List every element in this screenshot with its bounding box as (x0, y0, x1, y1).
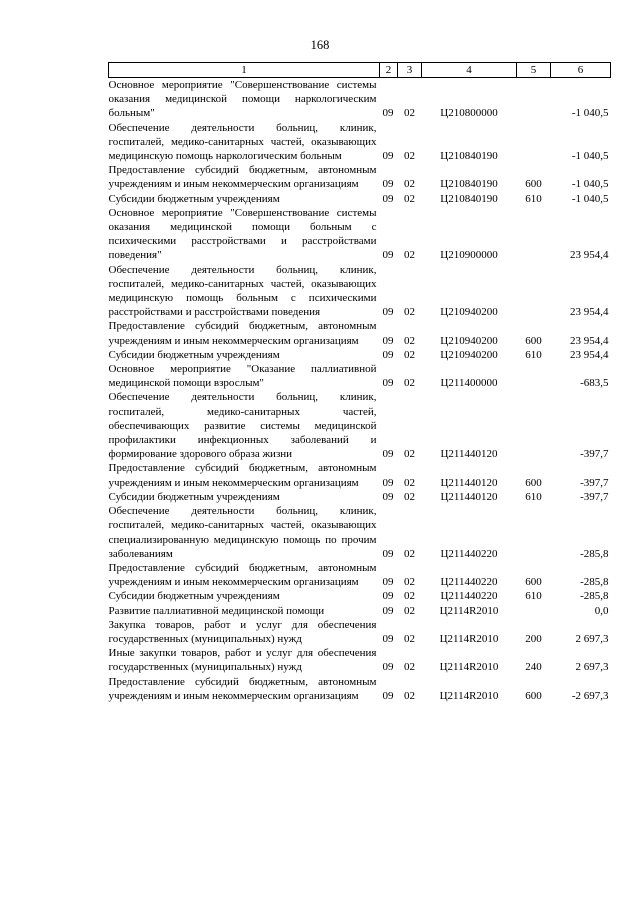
row-section: 09 (382, 661, 394, 674)
row-section: 09 (382, 604, 394, 617)
row-amount: -397,7 (580, 490, 609, 503)
page-number: 168 (310, 38, 330, 52)
table-row (109, 390, 611, 461)
table-row (109, 604, 611, 618)
row-amount: 23 954,4 (570, 306, 609, 319)
row-amount: -397,7 (580, 476, 609, 489)
row-name: Иные закупки товаров, работ и услуг для обеспечения государственных (муниципальных) нужд (108, 647, 377, 674)
header-col-2: 2 (380, 63, 398, 78)
row-expense-type (517, 263, 551, 320)
row-amount: 23 954,4 (570, 249, 609, 262)
row-target-code: Ц210800000 (440, 107, 498, 120)
row-subsection: 02 (404, 604, 415, 617)
row-expense-type: 610 (525, 490, 542, 503)
row-subsection: 02 (404, 334, 415, 347)
row-section: 09 (382, 632, 394, 645)
row-target-code: Ц2114R2010 (439, 632, 499, 645)
row-expense-type: 600 (525, 476, 542, 489)
row-target-code: Ц210940200 (440, 348, 498, 361)
row-name: Субсидии бюджетным учреждениям (108, 490, 280, 503)
row-subsection: 02 (404, 490, 415, 503)
row-target-code: Ц211440220 (440, 590, 498, 603)
header-col-4: 4 (422, 63, 517, 78)
row-expense-type (517, 604, 551, 618)
row-amount: -285,8 (580, 576, 609, 589)
row-target-code: Ц211440220 (440, 547, 498, 560)
row-target-code: Ц211440120 (440, 490, 498, 503)
row-amount: 2 697,3 (575, 632, 609, 645)
row-subsection: 02 (404, 590, 415, 603)
row-section: 09 (382, 306, 394, 319)
row-section: 09 (382, 490, 394, 503)
row-expense-type: 610 (525, 590, 542, 603)
row-amount: -285,8 (580, 547, 609, 560)
row-subsection: 02 (404, 348, 415, 361)
row-expense-type (517, 206, 551, 263)
row-subsection: 02 (404, 476, 415, 489)
table-row (109, 618, 611, 646)
row-expense-type: 600 (525, 576, 542, 589)
row-section: 09 (382, 107, 394, 120)
row-subsection: 02 (404, 661, 415, 674)
row-amount: -1 040,5 (571, 178, 609, 191)
row-section: 09 (382, 192, 394, 205)
row-section: 09 (382, 590, 394, 603)
row-subsection: 02 (404, 107, 415, 120)
row-subsection: 02 (404, 306, 415, 319)
row-target-code: Ц210840190 (440, 150, 498, 163)
row-name: Предоставление субсидий бюджетным, автономным учреждениям и иным некоммерческим организациям (108, 561, 377, 589)
table-row (109, 263, 611, 320)
row-name: Субсидии бюджетным учреждениям (108, 192, 280, 205)
row-subsection: 02 (404, 178, 415, 191)
header-col-6: 6 (551, 63, 611, 78)
row-section: 09 (382, 334, 394, 347)
table-body (109, 78, 611, 703)
row-name: Основное мероприятие "Совершенствование системы оказания медицинской помощи наркологическим больным" (108, 79, 377, 120)
row-expense-type (517, 362, 551, 390)
row-subsection: 02 (404, 192, 415, 205)
row-amount: -285,8 (580, 590, 609, 603)
row-amount: 0,0 (594, 604, 609, 617)
row-name: Обеспечение деятельности больниц, клиник, госпиталей, медико-санитарных частей, обеспечивающих развитие системы медицинской профилактики инфекционных заболеваний и формирование здорового образа жизни (108, 391, 377, 461)
row-name: Предоставление субсидий бюджетным, автономным учреждениям и иным некоммерческим организациям (108, 320, 377, 347)
row-section: 09 (382, 178, 394, 191)
row-name: Субсидии бюджетным учреждениям (108, 590, 280, 603)
row-section: 09 (382, 689, 394, 702)
row-expense-type: 600 (525, 689, 542, 702)
row-expense-type (517, 121, 551, 164)
row-amount: -397,7 (580, 448, 609, 461)
table-row (109, 561, 611, 589)
row-expense-type: 600 (525, 334, 542, 347)
row-expense-type (517, 78, 551, 121)
table-row (109, 121, 611, 164)
row-amount: -1 040,5 (571, 192, 609, 205)
row-target-code: Ц210840190 (440, 178, 498, 191)
header-col-1: 1 (109, 63, 380, 78)
row-expense-type: 200 (525, 632, 542, 645)
row-amount: 23 954,4 (570, 334, 609, 347)
row-subsection: 02 (404, 377, 415, 390)
table-row (109, 675, 611, 703)
row-target-code: Ц210900000 (440, 249, 498, 262)
row-name: Обеспечение деятельности больниц, клиник, госпиталей, медико-санитарных частей, оказывающих медицинскую помощь наркологическим больным (108, 121, 377, 163)
row-name: Предоставление субсидий бюджетным, автономным учреждениям и иным некоммерческим организациям (108, 462, 377, 489)
row-subsection: 02 (404, 689, 415, 702)
header-col-3: 3 (398, 63, 422, 78)
row-section: 09 (382, 150, 394, 163)
row-subsection: 02 (404, 448, 415, 461)
budget-table (108, 62, 611, 703)
row-expense-type: 600 (525, 178, 542, 191)
row-amount: -2 697,3 (571, 689, 609, 702)
row-expense-type (517, 504, 551, 561)
row-target-code: Ц210840190 (440, 192, 498, 205)
table-row (109, 163, 611, 191)
table-header (109, 63, 611, 78)
table-row (109, 192, 611, 206)
row-target-code: Ц211440120 (440, 476, 498, 489)
row-name: Основное мероприятие "Совершенствование системы оказания медицинской помощи больным с психическими расстройствами и расстройствами поведения" (108, 206, 377, 262)
header-col-5: 5 (517, 63, 551, 78)
row-name: Закупка товаров, работ и услуг для обеспечения государственных (муниципальных) нужд (108, 618, 377, 645)
row-name: Субсидии бюджетным учреждениям (108, 348, 280, 361)
row-amount: -1 040,5 (571, 150, 609, 163)
row-subsection: 02 (404, 547, 415, 560)
row-name: Обеспечение деятельности больниц, клиник, госпиталей, медико-санитарных частей, оказывающих медицинскую помощь больным с психическими расстройствами и расстройствами поведения (108, 263, 377, 319)
table-row (109, 504, 611, 561)
row-subsection: 02 (404, 576, 415, 589)
row-name: Обеспечение деятельности больниц, клиник, госпиталей, медико-санитарных частей, оказывающих специализированную медицинскую помощь по прочим заболеваниям (108, 505, 377, 560)
row-subsection: 02 (404, 632, 415, 645)
row-name: Развитие паллиативной медицинской помощи (108, 604, 325, 617)
table-row (109, 78, 611, 121)
row-amount: -683,5 (580, 377, 609, 390)
table-row (109, 206, 611, 263)
row-expense-type: 610 (525, 192, 542, 205)
row-section: 09 (382, 249, 394, 262)
row-section: 09 (382, 576, 394, 589)
row-target-code: Ц211440120 (440, 448, 498, 461)
row-section: 09 (382, 377, 394, 390)
row-section: 09 (382, 547, 394, 560)
row-subsection: 02 (404, 249, 415, 262)
row-target-code: Ц211440220 (440, 576, 498, 589)
table-row (109, 490, 611, 504)
row-target-code: Ц210940200 (440, 334, 498, 347)
row-target-code: Ц210940200 (440, 306, 498, 319)
row-section: 09 (382, 476, 394, 489)
table-row (109, 646, 611, 674)
row-subsection: 02 (404, 150, 415, 163)
table-row (109, 319, 611, 347)
row-expense-type: 610 (525, 348, 542, 361)
row-section: 09 (382, 348, 394, 361)
table-row (109, 461, 611, 489)
row-target-code: Ц211400000 (440, 377, 498, 390)
table-row (109, 348, 611, 362)
row-name: Основное мероприятие "Оказание паллиативной медицинской помощи взрослым" (108, 363, 377, 390)
row-section: 09 (382, 448, 394, 461)
row-name: Предоставление субсидий бюджетным, автономным учреждениям и иным некоммерческим организациям (108, 675, 377, 702)
row-name: Предоставление субсидий бюджетным, автономным учреждениям и иным некоммерческим организациям (108, 164, 377, 191)
row-expense-type (517, 390, 551, 461)
row-amount: 2 697,3 (575, 661, 609, 674)
row-target-code: Ц2114R2010 (439, 604, 499, 617)
row-target-code: Ц2114R2010 (439, 689, 499, 702)
table-row (109, 589, 611, 603)
row-amount: 23 954,4 (570, 348, 609, 361)
row-expense-type: 240 (525, 661, 542, 674)
table-row (109, 362, 611, 390)
row-target-code: Ц2114R2010 (439, 661, 499, 674)
row-amount: -1 040,5 (571, 107, 609, 120)
